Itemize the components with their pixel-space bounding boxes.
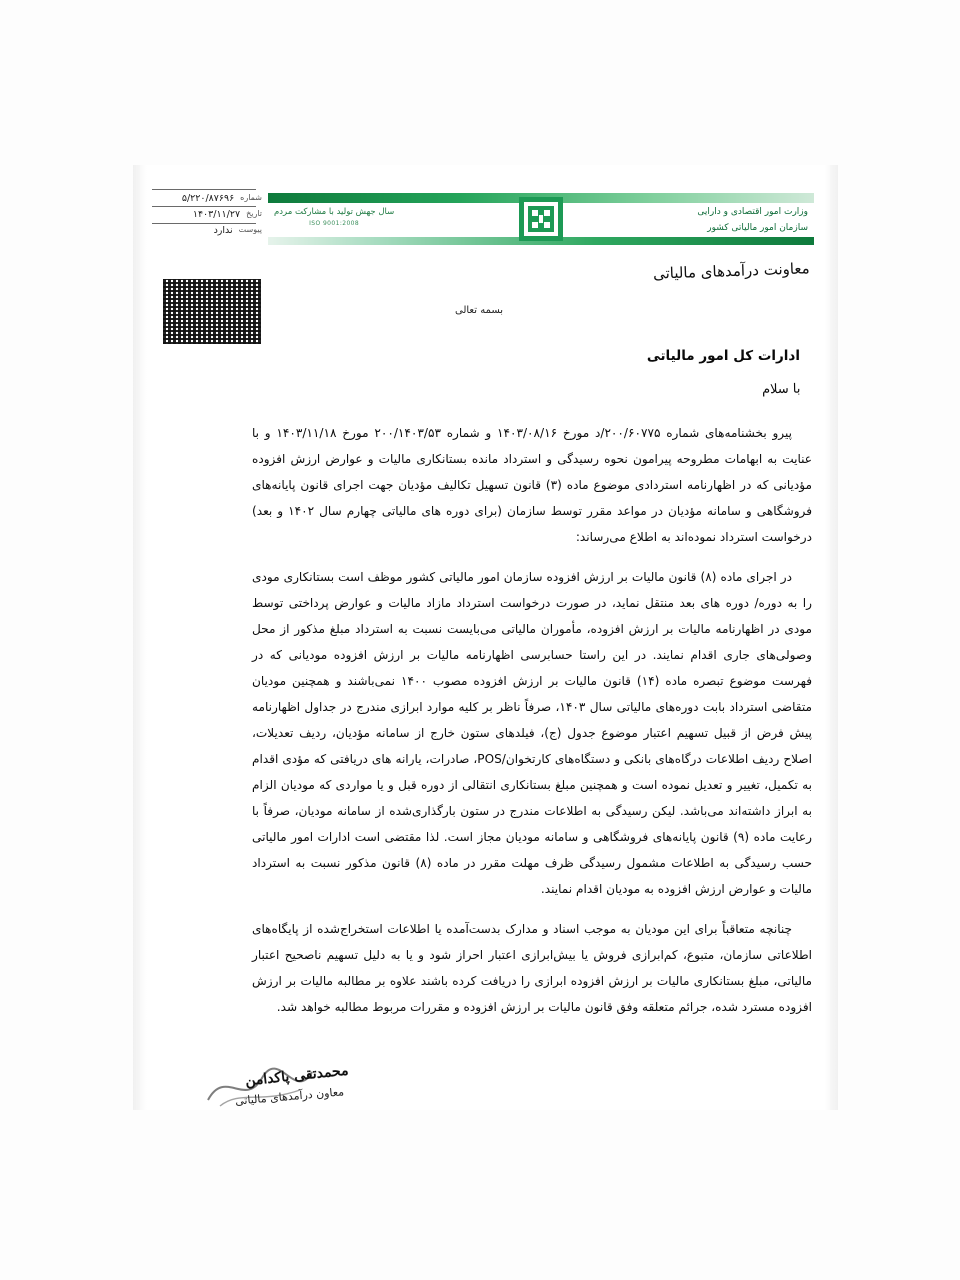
salutation: با سلام xyxy=(761,381,801,398)
reference-divider-1 xyxy=(152,189,256,190)
letter-body xyxy=(252,420,812,1020)
letterhead-banner xyxy=(268,193,814,245)
year-slogan xyxy=(274,205,394,230)
reference-date-row xyxy=(152,207,262,223)
letterhead xyxy=(140,185,830,255)
reference-date-label: تاریخ xyxy=(246,209,262,219)
reference-divider-2 xyxy=(152,206,256,207)
qr-white-pad xyxy=(163,344,261,358)
reference-attachment-row xyxy=(152,223,262,239)
tax-administration-name: سازمان امور مالیاتی کشور xyxy=(707,222,808,233)
reference-date-value: ۱۴۰۳/۱۱/۲۷ xyxy=(192,209,241,221)
document-qr-barcode-icon xyxy=(163,279,261,344)
ministry-name: وزارت امور اقتصادی و دارایی xyxy=(697,207,808,217)
body-paragraph-2: در اجرای ماده (۸) قانون مالیات بر ارزش افزوده سازمان امور مالیاتی کشور موظف است بستانکاری مودی را به دوره/ دوره های بعد منتقل نماید، در صورت درخواست استرداد مازاد مالیات و عوارض پرداختی توسط مودی در اظهارنامه مالیات بر ارزش افزوده، مأموران مالیاتی می‌بایست نسبت به استرداد مبلغ مذکور از محل وصولی‌های جاری اقدام نمایند. در این راستا حسابرسی اظهارنامه مالیات بر ارزش افزوده مودیانی که در فهرست موضوع تبصره ماده (۱۴) قانون مالیات بر ارزش افزوده مصوب ۱۴۰۰ نمی‌باشند و همچنین مودیان متقاضی استرداد بابت دوره‌های مالیاتی سال ۱۴۰۳، صرفاً ناظر بر کلیه موارد ابرازی مندرج در جداول اظهارنامه پیش فرض از قبیل تسهیم اعتبار موضوع جدول (ج)، فیلدهای ستون خارج از سامانه مؤدیان، ردیف تعدیلات، اصلاح ردیف اطلاعات درگاه‌های بانکی و دستگاه‌های کارتخوان/POS، صادرات، یارانه های دریافتی که مؤدی اقدام به تکمیل، تغییر و تعدیل نموده است و همچنین مبلغ بستانکاری انتقالی از دوره قبل و یا مواردی که مودیان الزام به ابراز داشته‌اند می‌باشد. لیکن رسیدگی به اطلاعات مندرج در ستون بارگذاری‌شده از سامانه مودیان، صرفاً با رعایت ماده (۹) قانون پایانه‌های فروشگاهی و سامانه مودیان مجاز است. لذا مقتضی است ادارات امور مالیاتی حسب رسیدگی به اطلاعات مشمول رسیدگی ظرف مهلت مقرر در ماده (۸) قانون مذکور نسبت به استرداد مالیات و عوارض ارزش افزوده به مودیان اقدام نمایند. xyxy=(252,570,813,896)
reference-block xyxy=(152,191,262,239)
page-edge-left xyxy=(133,165,147,1110)
page-edge-right xyxy=(824,165,838,1110)
body-paragraph-1: پیرو بخشنامه‌های شماره ۲۰۰/۶۰۷۷۵/د مورخ ۱۴۰۳/۰۸/۱۶ و شماره ۲۰۰/۱۴۰۳/۵۳ مورخ ۱۴۰۳/۱۱/۱۸ و با عنایت به ابهامات مطروحه پیرامون نحوه رسیدگی و استرداد مانده بستانکاری مالیات و عوارض ارزش افزوده مؤدیانی که در اظهارنامه استردادی موضوع ماده (۳) قانون تسهیل تکالیف مؤدیان جهت اجرای قانون پایانه‌های فروشگاهی و سامانه مؤدیان در مواعد مقرر توسط سازمان (برای دوره های مالیاتی چهارم سال ۱۴۰۲ و بعد) درخواست استرداد نموده‌اند به اطلاع می‌رساند: xyxy=(252,426,812,544)
reference-number-value: ۵/۲۲۰/۸۷۶۹۶ xyxy=(181,193,235,204)
emblem-icon xyxy=(517,195,565,243)
year-slogan-text: سال جهش تولید با مشارکت مردم xyxy=(274,207,395,217)
signatory-role: معاون درآمدهای مالیاتی xyxy=(234,1085,345,1108)
besmellah-text: بسمه تعالی xyxy=(455,305,504,316)
reference-number-row xyxy=(152,191,262,207)
organization-titles xyxy=(697,205,808,237)
reference-number-label: شماره xyxy=(240,193,262,202)
reference-attachment-label: پیوست xyxy=(238,225,262,235)
body-paragraph-3: چنانچه متعاقباً برای این مودیان به موجب اسناد و مدارک بدست‌آمده یا اطلاعات استخراج‌شده از پایگاه‌های اطلاعاتی سازمان، متبوع، کم‌ابرازی فروش یا بیش‌ابرازی اعتبار احراز شود و یا به دلیل تسهیم ناصحیح اعتبار مالیاتی، مبلغ بستانکاری مالیات بر ارزش افزوده ابرازی را دریافت کرده باشند علاوه بر مطالبه مالیات بر ارزش افزوده مسترد شده، جرائم متعلقه وفق قانون مالیات بر ارزش افزوده و مقررات مربوط مطالبه خواهد شد. xyxy=(252,922,812,1014)
deputy-title: معاونت درآمدهای مالیاتی xyxy=(653,259,811,283)
reference-attachment-value: ندارد xyxy=(213,225,233,237)
signatory-name: محمدتقی پاکدامن xyxy=(244,1062,350,1090)
addressee: ادارات کل امور مالیاتی xyxy=(646,348,800,364)
iso-certification-text: ISO 9001:2008 xyxy=(309,220,360,228)
